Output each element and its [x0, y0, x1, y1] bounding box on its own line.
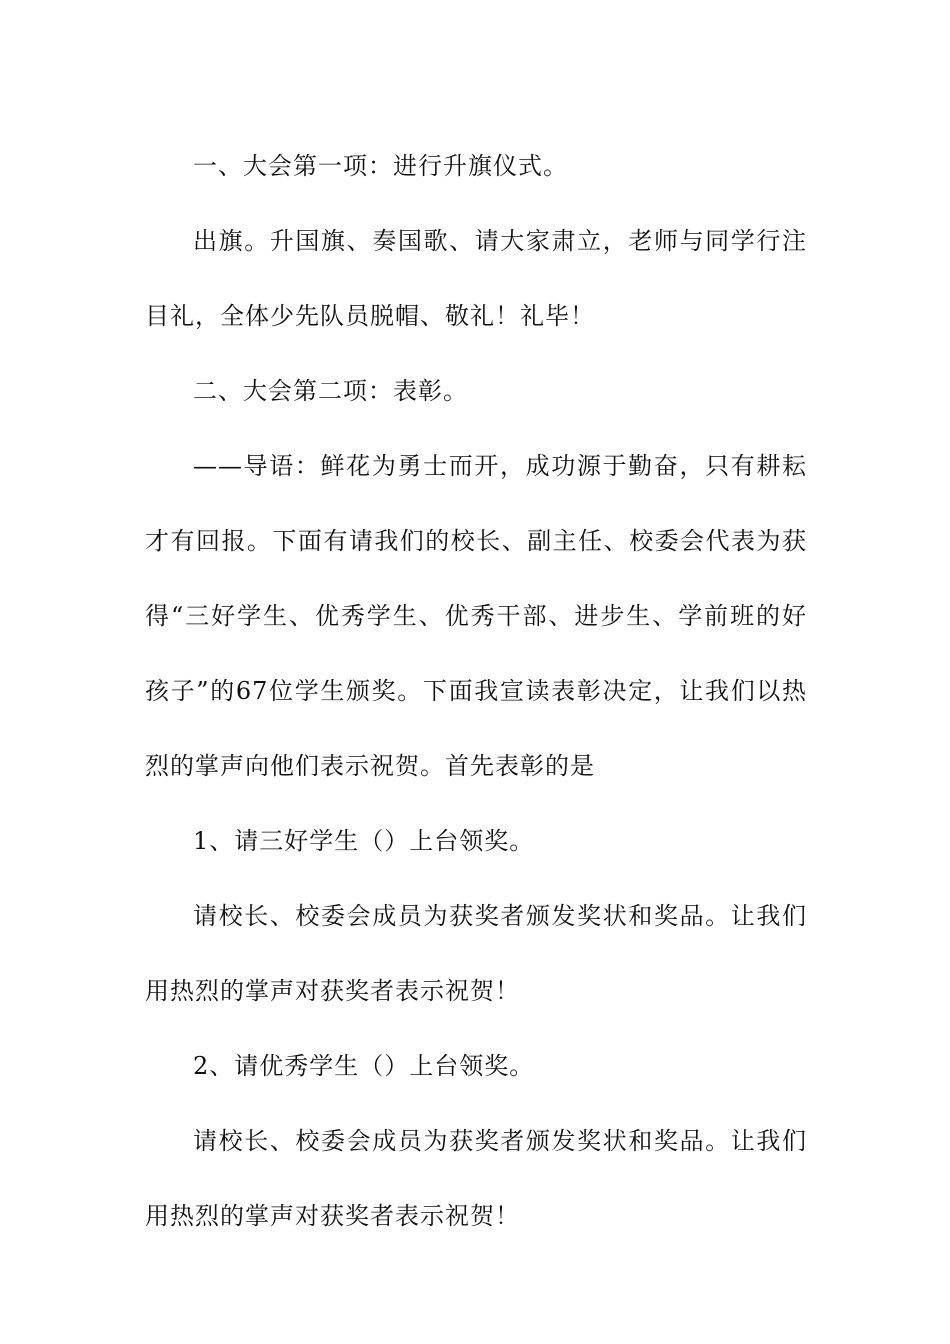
paragraph-item-2: 二、大会第二项：表彰。 [193, 377, 468, 405]
document-body [145, 129, 807, 1254]
paragraph-flag-ceremony: 出旗。升国旗、奏国歌、请大家肃立，老师与同学行注目礼，全体少先队员脱帽、敬礼！礼毕！ [145, 227, 807, 330]
paragraph-item-1: 一、大会第一项：进行升旗仪式。 [193, 152, 568, 180]
paragraph-introduction: ——导语：鲜花为勇士而开，成功源于勤奋，只有耕耘才有回报。下面有请我们的校长、副主任、校委会代表为获得“三好学生、优秀学生、优秀干部、进步生、学前班的好孩子”的67位学生颁奖。下面我宣读表彰决定，让我们以热烈的掌声向他们表示祝贺。首先表彰的是 [145, 452, 807, 780]
paragraph-award-1-presentation: 请校长、校委会成员为获奖者颁发奖状和奖品。让我们用热烈的掌声对获奖者表示祝贺！ [145, 902, 807, 1005]
paragraph-award-2-presentation: 请校长、校委会成员为获奖者颁发奖状和奖品。让我们用热烈的掌声对获奖者表示祝贺！ [145, 1127, 807, 1230]
paragraph-award-2: 2、请优秀学生（）上台领奖。 [193, 1052, 535, 1080]
paragraph-award-1: 1、请三好学生（）上台领奖。 [193, 827, 535, 855]
